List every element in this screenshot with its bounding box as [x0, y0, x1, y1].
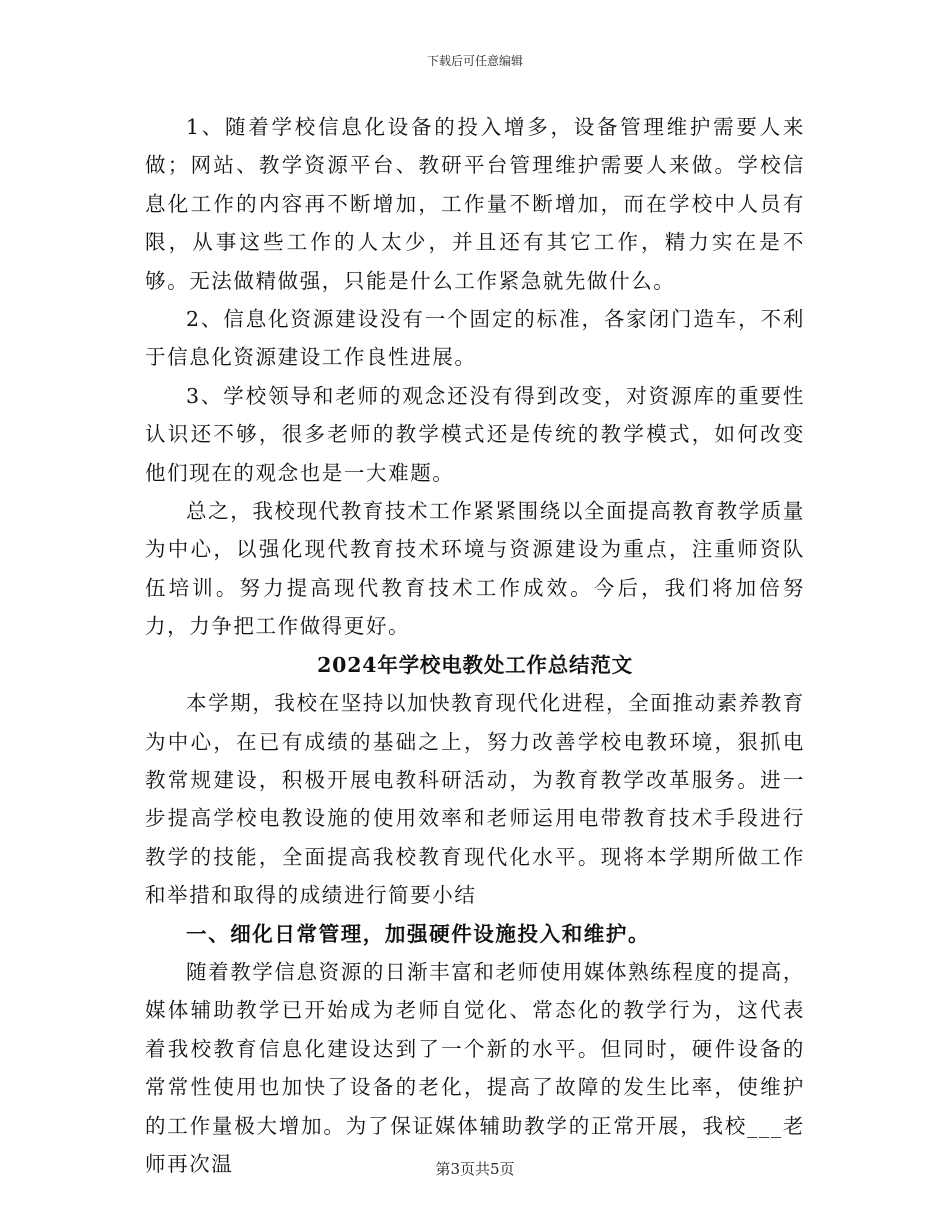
body-paragraph: 随着教学信息资源的日渐丰富和老师使用媒体熟练程度的提高，媒体辅助教学已开始成为老师自觉化、常态化的教学行为，这代表着我校教育信息化建设达到了一个新的水平。但同时，硬件设备的常常性使用也加快了设备的老化，提高了故障的发生比率，使维护的工作量极大增加。为了保证媒体辅助教学的正常开展，我校___老师再次温 — [145, 959, 805, 1176]
body-paragraph: 3、学校领导和老师的观念还没有得到改变，对资源库的重要性认识还不够，很多老师的教学模式还是传统的教学模式，如何改变他们现在的观念也是一大难题。 — [145, 383, 805, 485]
page-header-note: 下载后可任意编辑 — [426, 54, 523, 68]
page-footer-indicator: 第3页共5页 — [435, 1160, 515, 1178]
body-paragraph: 1、随着学校信息化设备的投入增多，设备管理维护需要人来做；网站、教学资源平台、教研平台管理维护需要人来做。学校信息化工作的内容再不断增加，工作量不断增加，而在学校中人员有限，从事这些工作的人太少，并且还有其它工作，精力实在是不够。无法做精做强，只能是什么工作紧急就先做什么。 — [145, 115, 805, 293]
document-body — [145, 108, 805, 1183]
section-title: 2024年学校电教处工作总结范文 — [317, 652, 633, 677]
section-heading: 一、细化日常管理，加强硬件设施投入和维护。 — [186, 921, 651, 946]
body-paragraph: 2、信息化资源建设没有一个固定的标准，各家闭门造车，不利于信息化资源建设工作良性进展。 — [145, 307, 805, 370]
body-paragraph: 总之，我校现代教育技术工作紧紧围绕以全面提高教育教学质量为中心，以强化现代教育技术环境与资源建设为重点，注重师资队伍培训。努力提高现代教育技术工作成效。今后，我们将加倍努力，力争把工作做得更好。 — [145, 499, 805, 639]
intro-paragraph: 本学期，我校在坚持以加快教育现代化进程，全面推动素养教育为中心，在已有成绩的基础之上，努力改善学校电教环境，狠抓电教常规建设，积极开展电教科研活动，为教育教学改革服务。进一步提高学校电教设施的使用效率和老师运用电带教育技术手段进行教学的技能，全面提高我校教育现代化水平。现将本学期所做工作和举措和取得的成绩进行简要小结 — [145, 691, 805, 908]
